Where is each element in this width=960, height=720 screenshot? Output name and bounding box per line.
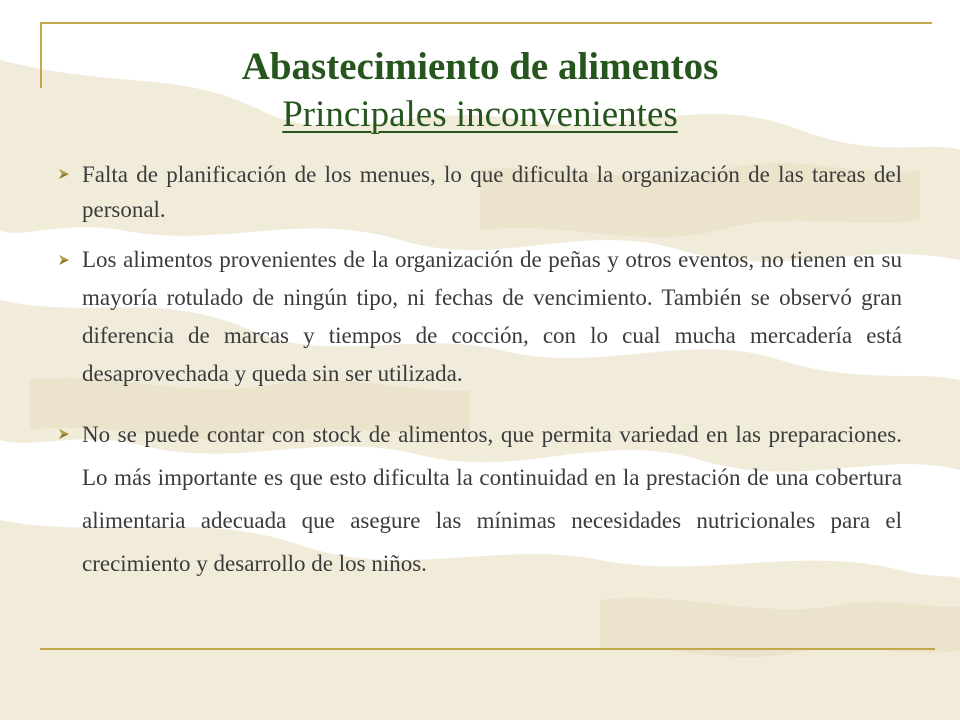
arrowhead-bullet-icon xyxy=(58,254,70,266)
bullet-text: Los alimentos provenientes de la organización de peñas y otros eventos, no tienen en su mayoría rotulado de ningún tipo, ni fechas de vencimiento. También se observó gran diferencia de marcas y tiempos de cocción, con lo cual mucha mercadería está desaprovechada y queda sin ser utilizada. xyxy=(82,247,902,386)
arrowhead-bullet-icon xyxy=(58,428,70,440)
slide-title: Abastecimiento de alimentos xyxy=(241,45,719,88)
bullet-text: No se puede contar con stock de alimentos, que permita variedad en las preparaciones. Lo más importante es que esto dificulta la continuidad en la prestación de una cobertura alimentaria adecuada que asegure las mínimas necesidades nutricionales para el crecimiento y desarrollo de los niños. xyxy=(82,422,902,576)
arrowhead-bullet-icon xyxy=(58,168,70,180)
bullet-text: Falta de planificación de los menues, lo que dificulta la organización de las tareas del personal. xyxy=(82,162,902,222)
bullet-item xyxy=(50,157,902,227)
bullet-item xyxy=(50,413,902,585)
bullet-item xyxy=(50,241,902,393)
slide-subtitle: Principales inconvenientes xyxy=(282,94,678,135)
bullet-list xyxy=(50,157,902,585)
slide-title-block xyxy=(0,42,960,138)
bottom-border-line xyxy=(40,648,935,650)
top-border-line xyxy=(40,22,932,24)
